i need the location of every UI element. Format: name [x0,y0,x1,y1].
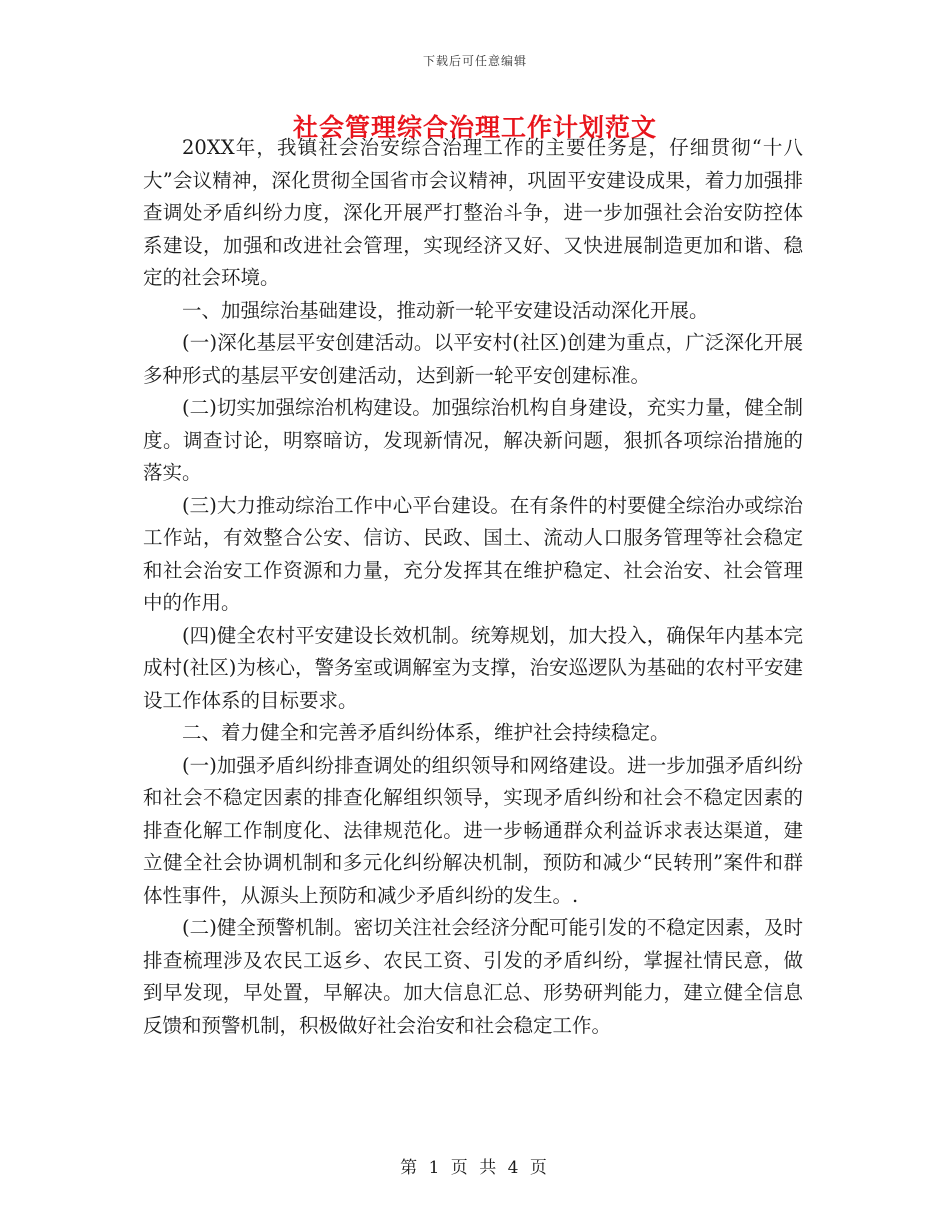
page-header-note: 下载后可任意编辑 [422,54,527,68]
document-body [143,132,803,1042]
paragraph-section-1-item-4: (四)健全农村平安建设长效机制。统筹规划，加大投入，确保年内基本完成村(社区)为核心，警务室或调解室为支撑，治安巡逻队为基础的农村平安建设工作体系的目标要求。 [143,623,803,712]
document-title: 社会管理综合治理工作计划范文 [292,113,657,142]
paragraph-section-2-item-2: (二)健全预警机制。密切关注社会经济分配可能引发的不稳定因素，及时排查梳理涉及农民工返乡、农民工资、引发的矛盾纠纷，掌握社情民意，做到早发现，早处置，早解决。加大信息汇总、形势研判能力，建立健全信息反馈和预警机制，积极做好社会治安和社会稳定工作。 [143,916,803,1037]
paragraph-section-1-item-2: (二)切实加强综治机构建设。加强综治机构自身建设，充实力量，健全制度。调查讨论，明察暗访，发现新情况，解决新问题，狠抓各项综治措施的落实。 [143,396,803,484]
paragraph-section-1-heading: 一、加强综治基础建设，推动新一轮平安建设活动深化开展。 [182,298,709,322]
page-number: 第 1 页 共 4 页 [400,1158,550,1178]
paragraph-intro: 20XX年，我镇社会治安综合治理工作的主要任务是，仔细贯彻“十八大”会议精神，深化贯彻全国省市会议精神，巩固平安建设成果，着力加强排查调处矛盾纠纷力度，深化开展严打整治斗争，进一步加强社会治安防控体系建设，加强和改进社会管理，实现经济又好、又快进展制造更加和谐、稳定的社会环境。 [143,136,803,289]
paragraph-section-1-item-3: (三)大力推动综治工作中心平台建设。在有条件的村要健全综治办或综治工作站，有效整合公安、信访、民政、国土、流动人口服务管理等社会稳定和社会治安工作资源和力量，充分发挥其在维护稳定、社会治安、社会管理中的作用。 [143,493,803,614]
paragraph-section-2-heading: 二、着力健全和完善矛盾纠纷体系，维护社会持续稳定。 [182,721,670,744]
paragraph-section-2-item-1: (一)加强矛盾纠纷排查调处的组织领导和网络建设。进一步加强矛盾纠纷和社会不稳定因素的排查化解组织领导，实现矛盾纠纷和社会不稳定因素的排查化解工作制度化、法律规范化。进一步畅通群众利益诉求表达渠道，建立健全社会协调机制和多元化纠纷解决机制，预防和减少“民转刑”案件和群体性事件，从源头上预防和减少矛盾纠纷的发生。. [143,753,803,907]
paragraph-section-1-item-1: (一)深化基层平安创建活动。以平安村(社区)创建为重点，广泛深化开展多种形式的基层平安创建活动，达到新一轮平安创建标准。 [143,331,803,387]
